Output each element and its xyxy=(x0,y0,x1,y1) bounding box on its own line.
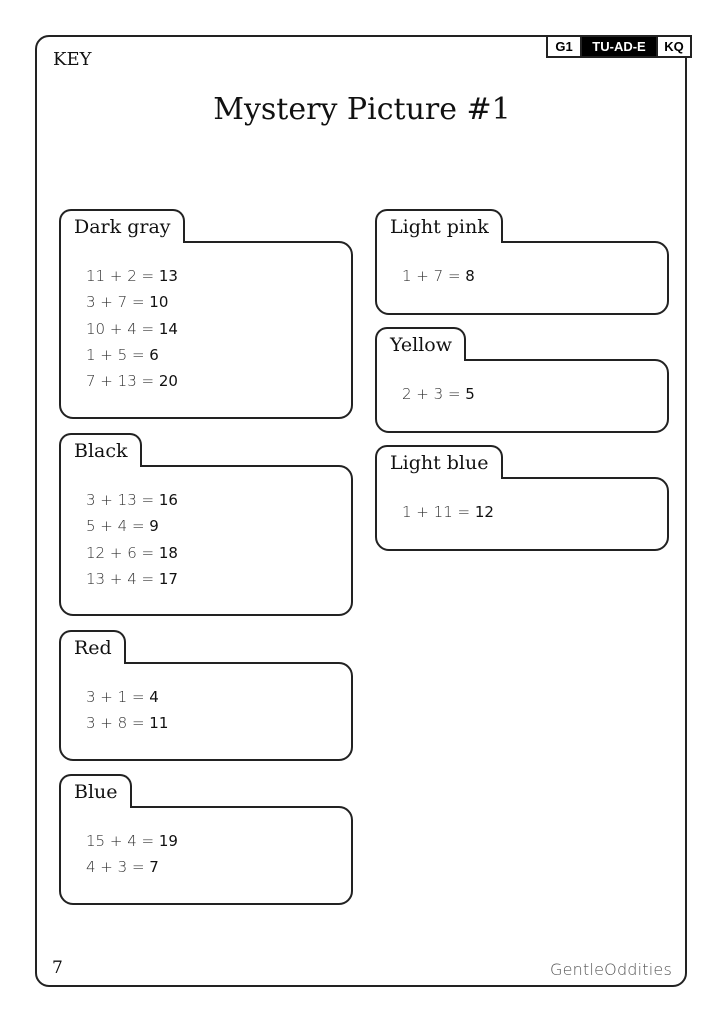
color-label: Dark gray xyxy=(59,209,185,243)
answer: 14 xyxy=(158,319,178,338)
equation-box xyxy=(59,662,353,761)
equation: 12 + 6 = 18 xyxy=(86,543,178,562)
equation: 1 + 11 = 12 xyxy=(402,503,494,521)
equation: 10 + 4 = 14 xyxy=(86,319,178,338)
equation-box xyxy=(375,359,669,433)
equation-box xyxy=(59,465,353,616)
answer: 17 xyxy=(158,569,178,588)
answer: 20 xyxy=(158,372,178,391)
brand-logo: GentleOddities xyxy=(550,960,672,979)
color-label: Black xyxy=(59,433,142,467)
answer: 12 xyxy=(474,503,494,521)
answer: 13 xyxy=(158,267,178,285)
equation: 5 + 4 = 9 xyxy=(86,517,159,536)
color-label: Blue xyxy=(59,774,132,808)
color-label: Yellow xyxy=(375,327,466,361)
color-label: Red xyxy=(59,630,126,664)
equation: 4 + 3 = 7 xyxy=(86,858,159,877)
equation-box xyxy=(375,477,669,551)
equation-box xyxy=(375,241,669,315)
answer: 19 xyxy=(158,832,178,850)
answer: 18 xyxy=(158,543,178,562)
level-badges xyxy=(546,35,692,58)
grade-badge: G1 xyxy=(548,37,582,56)
answer: 6 xyxy=(149,345,159,364)
answer: 16 xyxy=(158,491,178,509)
answer: 11 xyxy=(149,714,169,733)
equation: 3 + 13 = 16 xyxy=(86,491,178,509)
color-label: Light pink xyxy=(375,209,503,243)
equation: 3 + 1 = 4 xyxy=(86,688,159,706)
equation: 15 + 4 = 19 xyxy=(86,832,178,850)
answer: 5 xyxy=(465,385,475,403)
equation: 3 + 7 = 10 xyxy=(86,293,169,312)
equation: 3 + 8 = 11 xyxy=(86,714,169,733)
answer: 10 xyxy=(149,293,169,312)
equation: 1 + 5 = 6 xyxy=(86,345,159,364)
equation: 11 + 2 = 13 xyxy=(86,267,178,285)
equation: 1 + 7 = 8 xyxy=(402,267,475,285)
answer: 8 xyxy=(465,267,475,285)
equation: 13 + 4 = 17 xyxy=(86,569,178,588)
equation: 7 + 13 = 20 xyxy=(86,372,178,391)
worksheet-type-badge: KQ xyxy=(656,37,690,56)
key-label: KEY xyxy=(53,49,92,70)
answer: 9 xyxy=(149,517,159,536)
page-title: Mystery Picture #1 xyxy=(213,92,511,127)
answer: 4 xyxy=(149,688,159,706)
equation-box xyxy=(59,241,353,419)
color-label: Light blue xyxy=(375,445,503,479)
page-number: 7 xyxy=(52,958,63,978)
answer: 7 xyxy=(149,858,159,877)
equation-box xyxy=(59,806,353,905)
topic-code-badge: TU-AD-E xyxy=(582,37,656,56)
equation: 2 + 3 = 5 xyxy=(402,385,475,403)
